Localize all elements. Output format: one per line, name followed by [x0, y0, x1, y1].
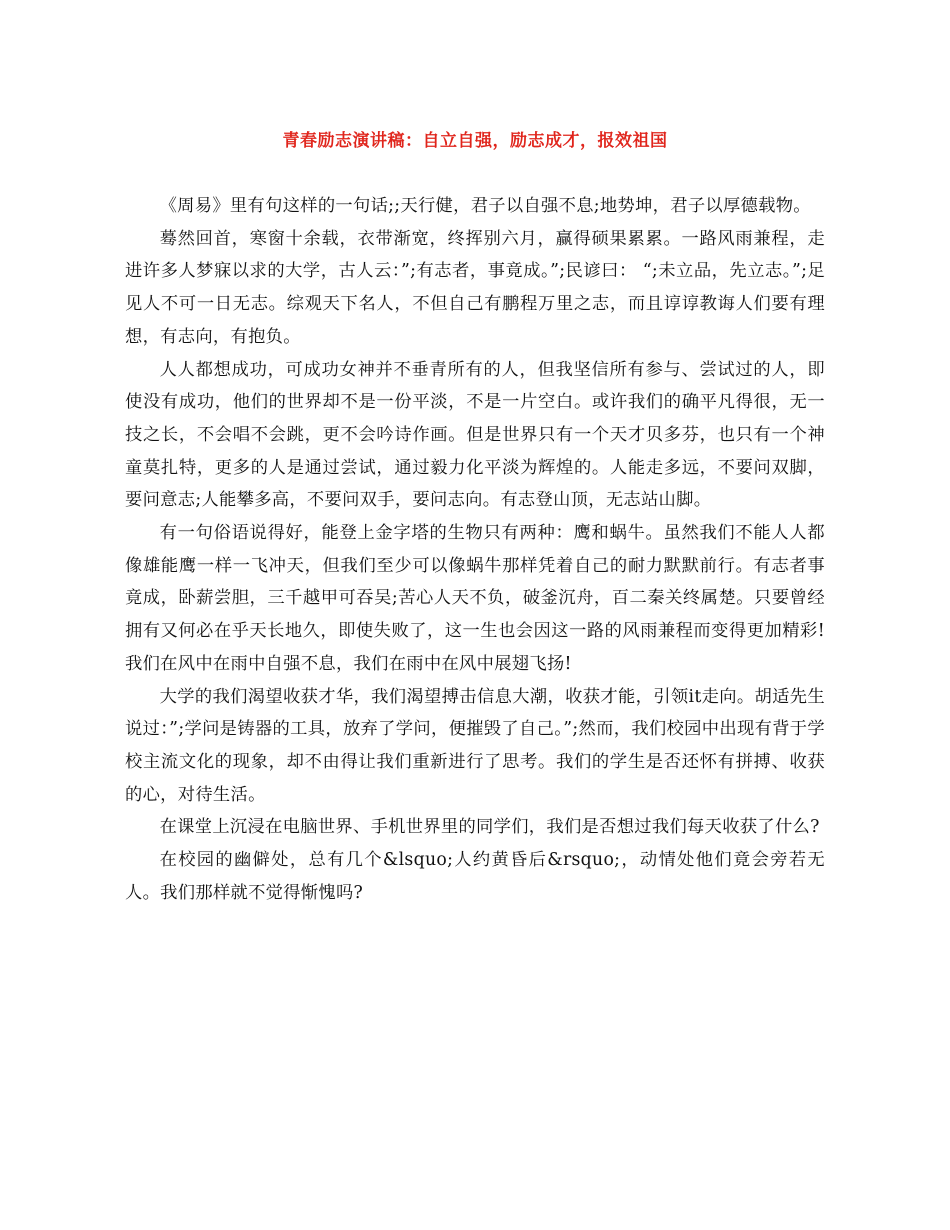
paragraph: 大学的我们渴望收获才华，我们渴望搏击信息大潮，收获才能，引领it走向。胡适先生说过：”;学问是铸器的工具，放弃了学问，便摧毁了自己。”;然而，我们校园中出现有背于学校主流文化的现象，却不由得让我们重新进行了思考。我们的学生是否还怀有拼搏、收获的心，对待生活。 — [125, 686, 825, 805]
document-title: 青春励志演讲稿：自立自强，励志成才，报效祖国 — [282, 131, 668, 151]
document-body — [125, 190, 825, 909]
paragraph: 在课堂上沉浸在电脑世界、手机世界里的同学们，我们是否想过我们每天收获了什么? — [159, 817, 820, 838]
paragraph: 人人都想成功，可成功女神并不垂青所有的人，但我坚信所有参与、尝试过的人，即使没有成功，他们的世界却不是一份平淡，不是一片空白。或许我们的确平凡得很，无一技之长，不会唱不会跳，更不会吟诗作画。但是世界只有一个天才贝多芬，也只有一个神童莫扎特，更多的人是通过尝试，通过毅力化平淡为辉煌的。人能走多远，不要问双脚，要问意志;人能攀多高，不要问双手，要问志向。有志登山顶，无志站山脚。 — [125, 359, 825, 511]
paragraph: 蓦然回首，寒窗十余载，衣带渐宽，终挥别六月，赢得硕果累累。一路风雨兼程，走进许多人梦寐以求的大学，古人云：”;有志者，事竟成。”;民谚曰： “;未立品，先立志。”;足见人不可一日无志。综观天下名人，不但自己有鹏程万里之志，而且谆谆教诲人们要有理想，有志向，有抱负。 — [125, 228, 825, 347]
paragraph: 有一句俗语说得好，能登上金字塔的生物只有两种：鹰和蜗牛。虽然我们不能人人都像雄能鹰一样一飞冲天，但我们至少可以像蜗牛那样凭着自己的耐力默默前行。有志者事竟成，卧薪尝胆，三千越甲可吞吴;苦心人天不负，破釜沉舟，百二秦关终属楚。只要曾经拥有又何必在乎天长地久，即使失败了，这一生也会因这一路的风雨兼程而变得更加精彩!我们在风中在雨中自强不息，我们在雨中在风中展翅飞扬! — [125, 523, 825, 674]
paragraph: 在校园的幽僻处，总有几个&lsquo;人约黄昏后&rsquo;，动情处他们竟会旁若无人。我们那样就不觉得惭愧吗? — [125, 850, 825, 903]
paragraph: 《周易》里有句这样的一句话;;天行健，君子以自强不息;地势坤，君子以厚德载物。 — [159, 196, 811, 216]
